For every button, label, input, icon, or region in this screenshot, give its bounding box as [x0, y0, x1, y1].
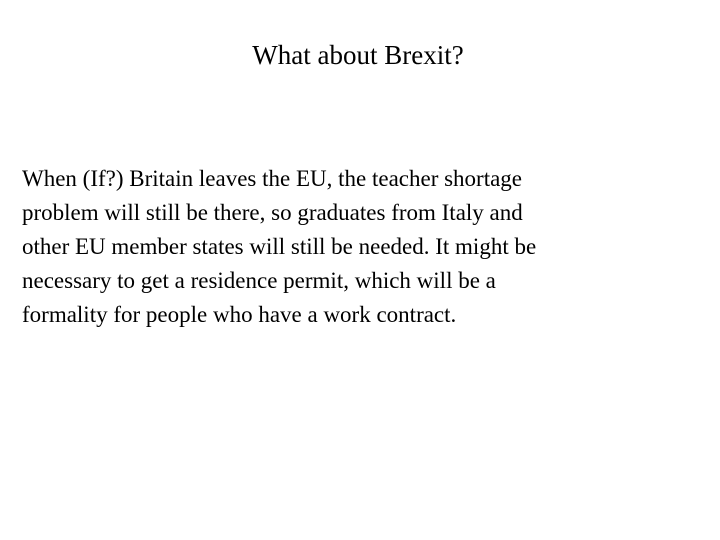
body-line: necessary to get a residence permit, which will be a [22, 268, 496, 293]
body-line: formality for people who have a work contract. [22, 302, 457, 327]
body-line: other EU member states will still be needed. It might be [22, 234, 537, 259]
body-line: When (If?) Britain leaves the EU, the teacher shortage [22, 166, 523, 191]
body-line: problem will still be there, so graduates from Italy and [22, 200, 523, 225]
slide-body-text [22, 162, 692, 332]
slide-title: What about Brexit? [252, 40, 464, 70]
